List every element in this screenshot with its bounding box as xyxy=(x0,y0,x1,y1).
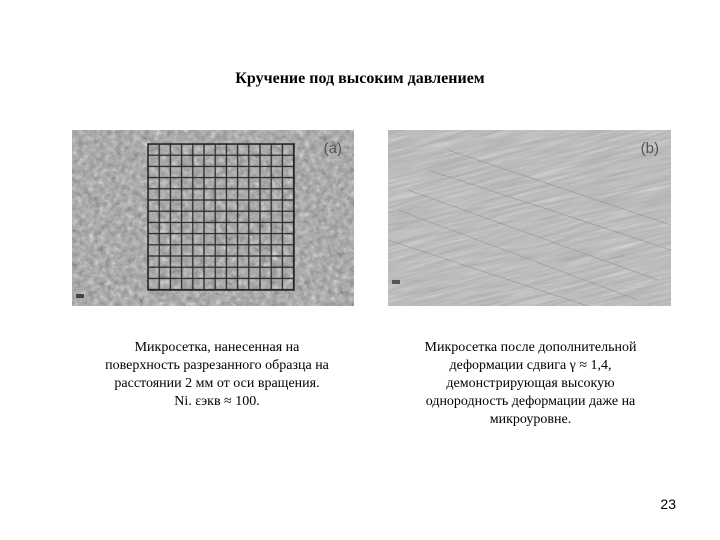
figure-a-label: (a) xyxy=(323,140,342,157)
micrograph-b-image xyxy=(388,130,671,306)
micrograph-a-image xyxy=(72,130,354,306)
caption-a-line: расстоянии 2 мм от оси вращения. xyxy=(114,376,320,391)
micrograph-a xyxy=(72,130,354,306)
caption-b xyxy=(388,339,673,429)
caption-a-line: Ni. εэкв ≈ 100. xyxy=(174,394,260,409)
caption-b-line: микроуровне. xyxy=(489,412,572,427)
caption-b-line: Микросетка после дополнительной xyxy=(424,340,637,355)
micrograph-b xyxy=(388,130,671,306)
caption-b-line: деформации сдвига γ ≈ 1,4, xyxy=(449,358,612,373)
caption-a xyxy=(72,339,362,411)
caption-a-line: Микросетка, нанесенная на xyxy=(134,340,300,355)
figure-b-label: (b) xyxy=(640,140,659,157)
caption-b-line: демонстрирующая высокую xyxy=(446,376,615,391)
caption-b-line: однородность деформации даже на xyxy=(425,394,636,409)
caption-a-line: поверхность разрезанного образца на xyxy=(105,358,329,373)
slide-title: Кручение под высоким давлением xyxy=(235,70,485,87)
page-number: 23 xyxy=(660,496,676,512)
